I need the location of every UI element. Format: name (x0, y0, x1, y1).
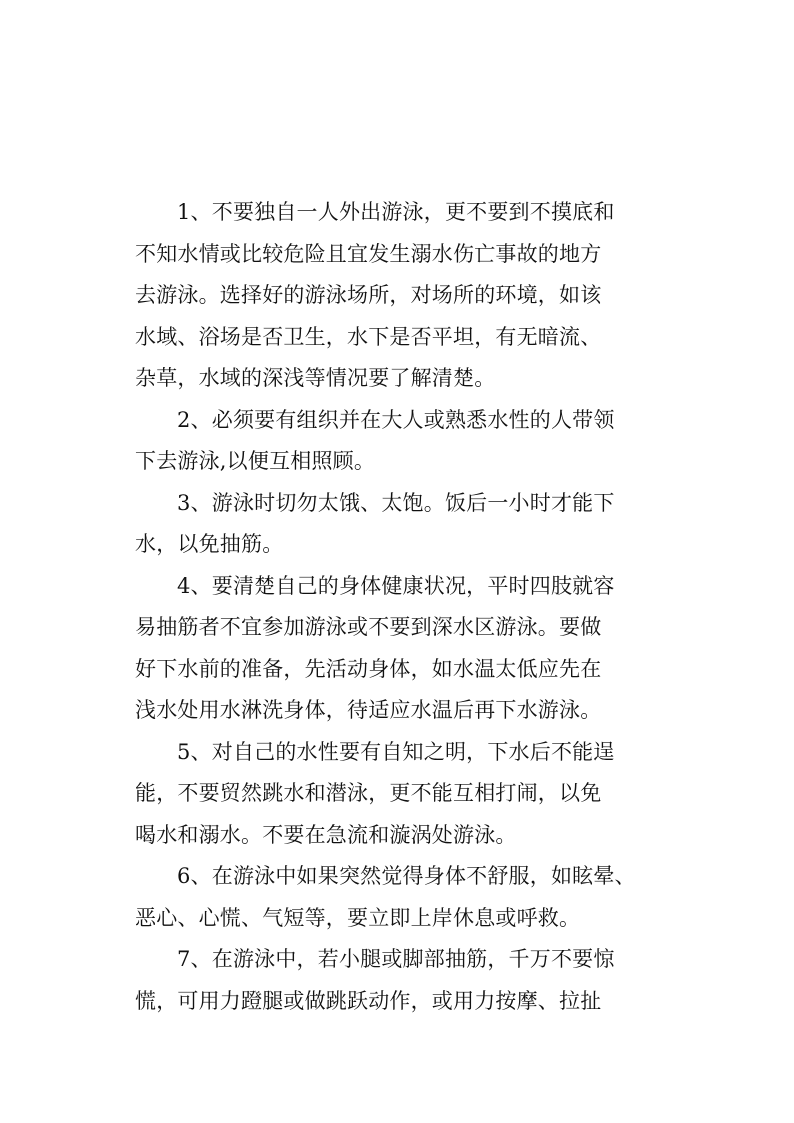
paragraph-1-line-1: 1、不要独自一人外出游泳，更不要到不摸底和 (177, 200, 615, 224)
paragraph-1-line-4: 水域、浴场是否卫生，水下是否平坦，有无暗流、 (135, 324, 602, 349)
paragraph-4-line-4: 浅水处用水淋洗身体，待适应水温后再下水游泳。 (135, 698, 602, 722)
paragraph-5-line-3: 喝水和溺水。不要在急流和漩涡处游泳。 (135, 822, 517, 847)
paragraph-4-line-2: 易抽筋者不宜参加游泳或不要到深水区游泳。要做 (135, 615, 602, 639)
swimming-safety-text (135, 192, 665, 1022)
paragraph-5-line-2: 能，不要贸然跳水和潜泳，更不能互相打闹，以免 (135, 781, 602, 805)
paragraph-1-line-2: 不知水情或比较危险且宜发生溺水伤亡事故的地方 (135, 241, 602, 266)
paragraph-7-line-1: 7、在游泳中，若小腿或脚部抽筋，千万不要惊 (177, 947, 615, 971)
paragraph-6-line-1: 6、在游泳中如果突然觉得身体不舒服，如眩晕、 (177, 864, 636, 888)
paragraph-5-line-1: 5、对自己的水性要有自知之明，下水后不能逞 (177, 739, 615, 764)
paragraph-3-line-1: 3、游泳时切勿太饿、太饱。饭后一小时才能下 (177, 490, 615, 515)
paragraph-3-line-2: 水，以免抽筋。 (135, 532, 284, 556)
paragraph-1-line-5: 杂草，水域的深浅等情况要了解清楚。 (135, 366, 496, 390)
paragraph-2-line-1: 2、必须要有组织并在大人或熟悉水性的人带领 (177, 407, 615, 432)
paragraph-1-line-3: 去游泳。选择好的游泳场所，对场所的环境，如该 (135, 283, 602, 307)
paragraph-7-line-2: 慌，可用力蹬腿或做跳跃动作，或用力按摩、拉扯 (135, 988, 602, 1013)
paragraph-4-line-1: 4、要清楚自己的身体健康状况，平时四肢就容 (177, 573, 615, 598)
paragraph-6-line-2: 恶心、心慌、气短等，要立即上岸休息或呼救。 (135, 905, 581, 930)
paragraph-2-line-2: 下去游泳,以便互相照顾。 (135, 449, 376, 473)
paragraph-4-line-3: 好下水前的准备，先活动身体，如水温太低应先在 (135, 656, 602, 681)
